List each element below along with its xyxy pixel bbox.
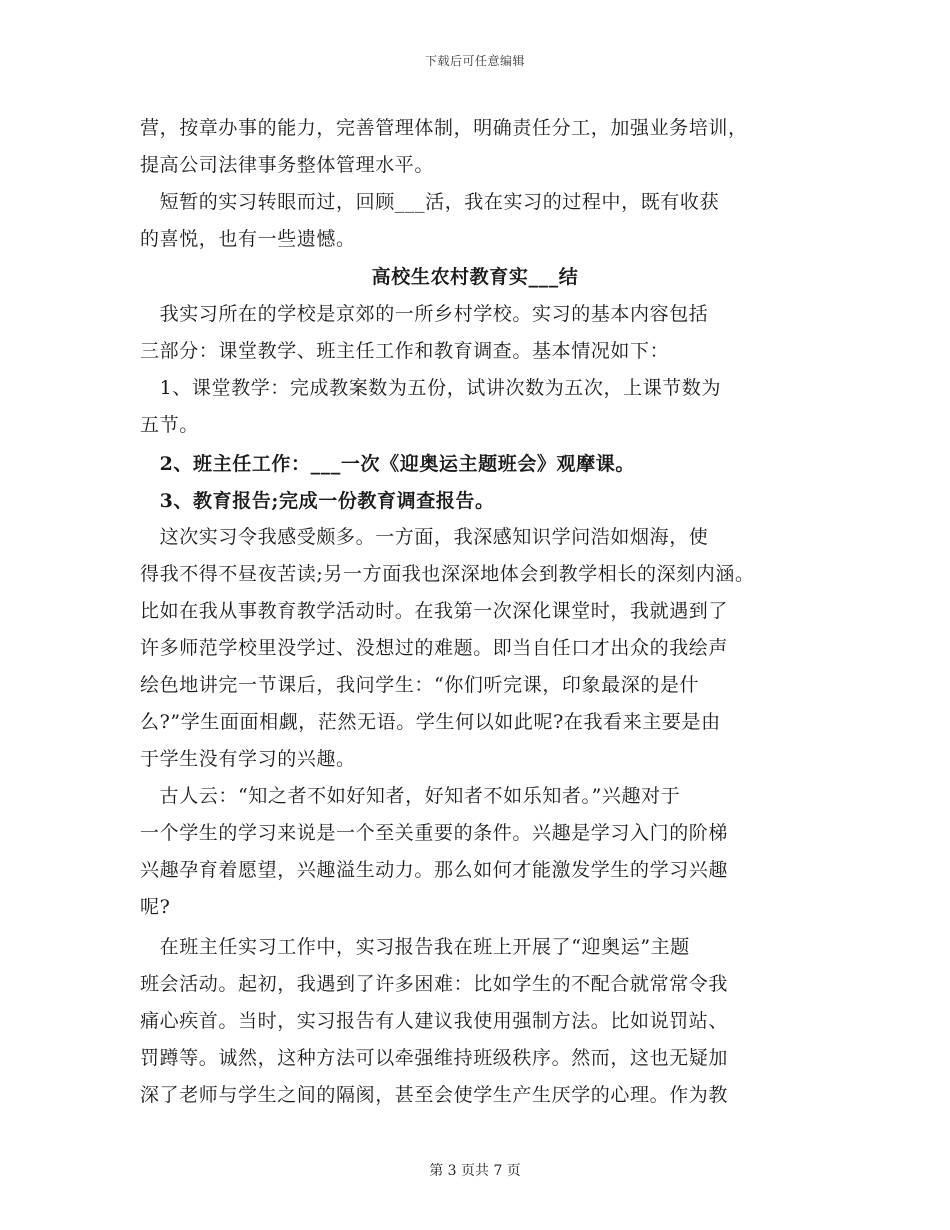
text-line: 古人云：“知之者不如好知者，好知者不如乐知者。”兴趣对于 bbox=[140, 785, 681, 807]
text-line: 营，按章办事的能力，完善管理体制，明确责任分工，加强业务培训， bbox=[140, 117, 748, 139]
text-line: 1、课堂教学：完成教案数为五份，试讲次数为五次，上课节数为 bbox=[140, 377, 722, 399]
text-line: 短暂的实习转眼而过，回顾___活，我在实习的过程中，既有收获 bbox=[140, 191, 720, 213]
text-line: 五节。 bbox=[140, 414, 199, 436]
text-line: 得我不得不昼夜苦读;另一方面我也深深地体会到教学相长的深刻内涵。 bbox=[140, 563, 755, 585]
text-line: 班会活动。起初，我遇到了许多困难：比如学生的不配合就常常令我 bbox=[140, 973, 729, 995]
text-line-bold: 3、教育报告;完成一份教育调查报告。 bbox=[140, 490, 495, 512]
text-line-bold: 2、班主任工作：___一次《迎奥运主题班会》观摩课。 bbox=[140, 453, 635, 475]
text-line: 罚蹲等。诚然，这种方法可以牵强维持班级秩序。然而，这也无疑加 bbox=[140, 1047, 729, 1069]
text-line: 一个学生的学习来说是一个至关重要的条件。兴趣是学习入门的阶梯 bbox=[140, 822, 729, 844]
text-line: 痛心疾首。当时，实习报告有人建议我使用强制方法。比如说罚站、 bbox=[140, 1010, 729, 1032]
text-line: 我实习所在的学校是京郊的一所乡村学校。实习的基本内容包括 bbox=[140, 303, 709, 325]
text-line: 深了老师与学生之间的隔阂，甚至会使学生产生厌学的心理。作为教 bbox=[140, 1084, 729, 1106]
text-line: 比如在我从事教育教学活动时。在我第一次深化课堂时，我就遇到了 bbox=[140, 600, 729, 622]
text-line: 的喜悦，也有一些遗憾。 bbox=[140, 228, 356, 250]
text-line: 呢? bbox=[140, 896, 171, 918]
text-line: 三部分：课堂教学、班主任工作和教育调查。基本情况如下： bbox=[140, 340, 670, 362]
text-line: 在班主任实习工作中，实习报告我在班上开展了“迎奥运”主题 bbox=[140, 936, 690, 958]
text-line: 于学生没有学习的兴趣。 bbox=[140, 748, 356, 770]
text-line: 提高公司法律事务整体管理水平。 bbox=[140, 154, 435, 176]
page-header: 下载后可任意编辑 bbox=[424, 54, 525, 68]
text-line: 这次实习令我感受颇多。一方面，我深感知识学问浩如烟海，使 bbox=[140, 526, 709, 548]
text-line: 许多师范学校里没学过、没想过的难题。即当自任口才出众的我绘声 bbox=[140, 637, 729, 659]
section-title: 高校生农村教育实___结 bbox=[371, 266, 579, 288]
text-line: 兴趣孕育着愿望，兴趣溢生动力。那么如何才能激发学生的学习兴趣 bbox=[140, 859, 729, 881]
text-line: 么?”学生面面相觑，茫然无语。学生何以如此呢?在我看来主要是由 bbox=[140, 711, 721, 733]
page-number: 第 3 页共 7 页 bbox=[429, 1163, 521, 1179]
text-line: 绘色地讲完一节课后，我问学生：“你们听完课，印象最深的是什 bbox=[140, 674, 700, 696]
